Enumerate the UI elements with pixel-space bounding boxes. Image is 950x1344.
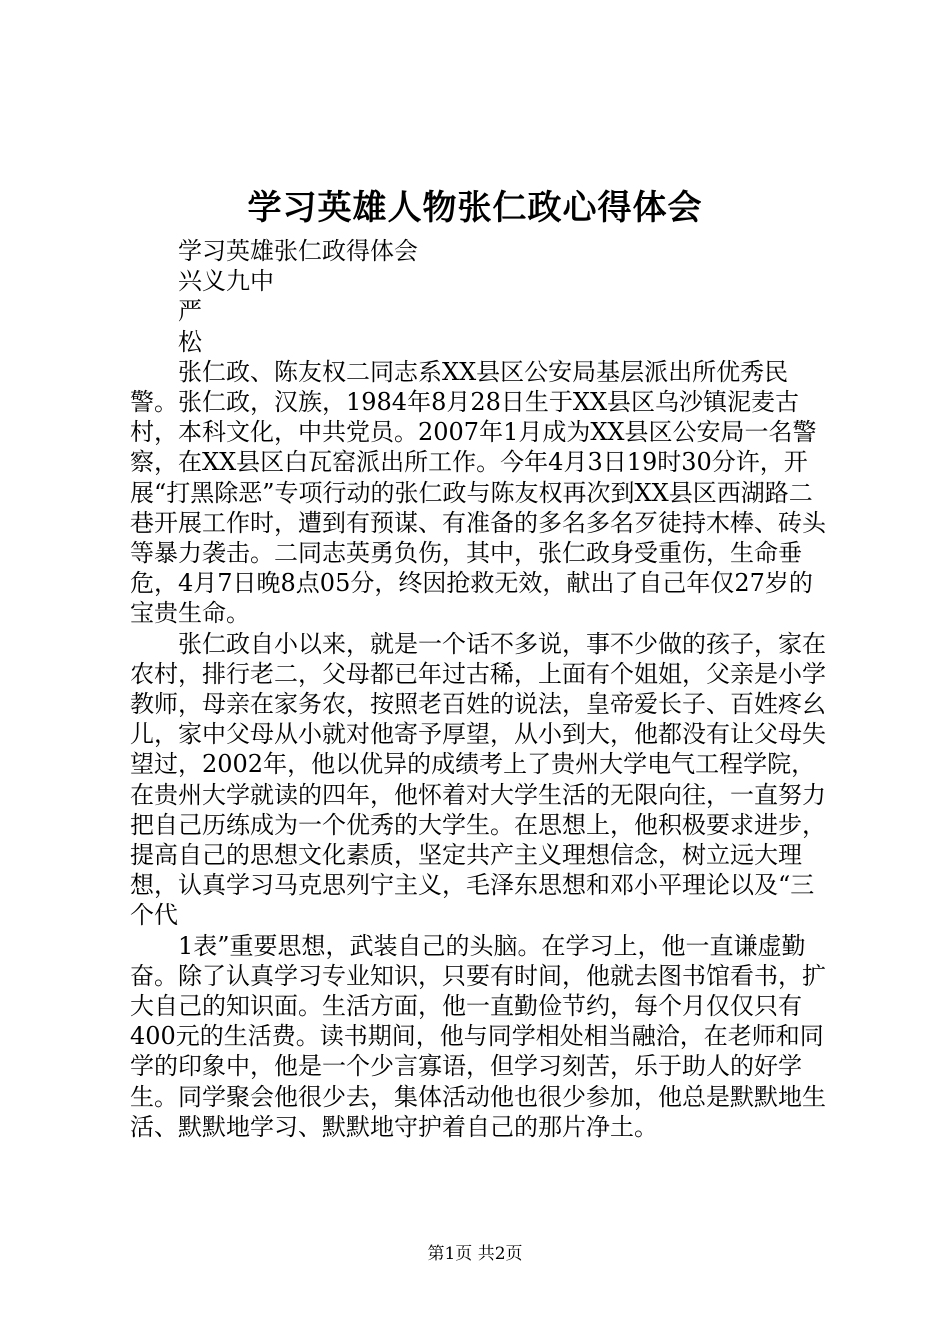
document-body bbox=[130, 236, 830, 1142]
paragraph-1: 张仁政、陈友权二同志系XX县区公安局基层派出所优秀民警。张仁政，汉族，1984年8月28日生于XX县区乌沙镇泥麦古村，本科文化，中共党员。2007年1月成为XX县区公安局一名警察，在XX县区白瓦窑派出所工作。今年4月3日19时30分许，开展“打黑除恶”专项行动的张仁政与陈友权再次到XX县区西湖路二巷开展工作时，遭到有预谋、有准备的多名多名歹徒持木棒、砖头等暴力袭击。二同志英勇负伤，其中，张仁政身受重伤，生命垂危，4月7日晚8点05分，终因抢救无效，献出了自己年仅27岁的宝贵生命。 bbox=[130, 357, 826, 628]
author-line-2: 松 bbox=[178, 327, 202, 356]
author-line-1: 严 bbox=[178, 297, 202, 326]
page-footer: 第1页 共2页 bbox=[427, 1244, 523, 1264]
subtitle-line: 学习英雄张仁政得体会 bbox=[178, 237, 418, 265]
paragraph-3: 1表”重要思想，武装自己的头脑。在学习上，他一直谦虚勤奋。除了认真学习专业知识，只要有时间，他就去图书馆看书，扩大自己的知识面。生活方面，他一直勤俭节约，每个月仅仅只有400元的生活费。读书期间，他与同学相处相当融洽，在老师和同学的印象中，他是一个少言寡语，但学习刻苦，乐于助人的好学生。同学聚会他很少去，集体活动他也很少参加，他总是默默地生活、默默地学习、默默地守护着自己的那片净土。 bbox=[130, 931, 826, 1141]
school-line: 兴义九中 bbox=[178, 267, 274, 296]
paragraph-2: 张仁政自小以来，就是一个话不多说，事不少做的孩子，家在农村，排行老二，父母都已年过古稀，上面有个姐姐，父亲是小学教师，母亲在家务农，按照老百姓的说法，皇帝爱长子、百姓疼幺儿，家中父母从小就对他寄予厚望，从小到大，他都没有让父母失望过，2002年，他以优异的成绩考上了贵州大学电气工程学院，在贵州大学就读的四年，他怀着对大学生活的无限向往，一直努力把自己历练成为一个优秀的大学生。在思想上，他积极要求进步，提高自己的思想文化素质，坚定共产主义理想信念，树立远大理想，认真学习马克思列宁主义，毛泽东思想和邓小平理论以及“三个代 bbox=[130, 629, 826, 930]
document-title: 学习英雄人物张仁政心得体会 bbox=[247, 188, 703, 228]
